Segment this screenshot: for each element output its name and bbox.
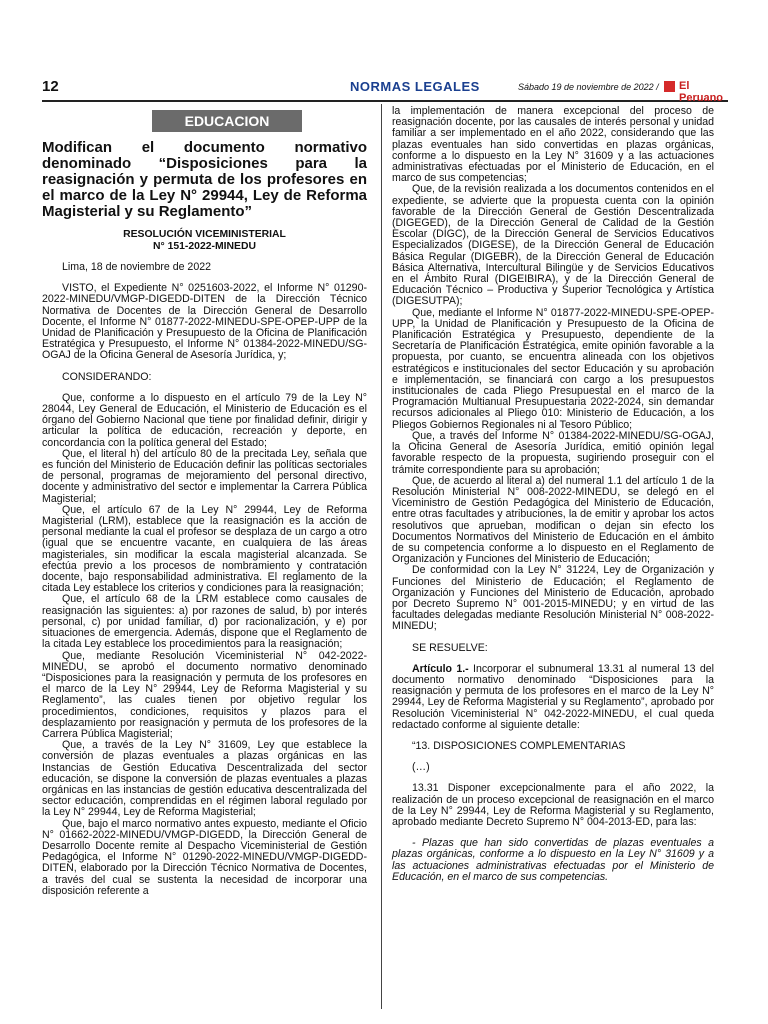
paragraph: Que, el artículo 68 de la LRM establece como causales de reasignación las siguientes: a) por razones de salud, b) por interés personal, c) por unidad familiar, d) por racionalización, y e) por situaciones de emergencia. Además, dispone que el Reglamento de la citada Ley establece los procedimientos para la reasignación; [42, 593, 367, 651]
paragraph: Que, mediante el Informe N° 01877-2022-MINEDU-SPE-OPEP-UPP, la Unidad de Planificación y Presupuesto de la Oficina de Planificación Estratégica y Presupuesto, dependiente de la Secretaría de Planificación Estratégica, emite opinión favorable a la propuesta, por cuanto, se encuentra alineada con los objetivos estratégicos e institucionales del sector Educación y su aprobación e implementación, se financiará con cargo a los presupuestos institucionales de cada Pliego Presupuestal en el marco de la Programación Multianual Presupuestaria 2022-2024, sin demandar recursos adicionales al Pliego 010: Ministerio de Educación, a los Pliegos Gobiernos Regionales ni al Tesoro Público; [392, 306, 714, 431]
paragraph: Que, mediante Resolución Viceministerial N° 042-2022-MINEDU, se aprobó el documento normativo denominado “Disposiciones para la reasignación y permuta de los profesores en el marco de la Ley N° 29944, Ley de Reforma Magisterial y su Reglamento”, las cuales tienen por objetivo regular los procedimientos, condiciones, requisitos y plazos para el desplazamiento por reasignación y permuta de los profesores de la Carrera Pública Magisterial; [42, 649, 367, 740]
paragraph: Que, de acuerdo al literal a) del numeral 1.1 del artículo 1 de la Resolución Ministerial N° 008-2022-MINEDU, se delegó en el Viceministro de Gestión Pedagógica del Ministerio de Educación, entre otras facultades y atribuciones, la de emitir y aprobar los actos resolutivos que aprueban, modifican o dejan sin efecto los Documentos Normativos del Ministerio de Educación en el ámbito de su competencia conforme a lo dispuesto en el Reglamento de Organización y Funciones del Ministerio de Educación; [392, 474, 714, 566]
paragraph: Que, el literal h) del artículo 80 de la precitada Ley, señala que es función del Ministerio de Educación definir las políticas sectoriales de personal, programas de mejoramiento del personal directivo, docente y administrativo del sector e implementar la Carrera Pública Magisterial; [42, 447, 367, 505]
paragraph: Que, bajo el marco normativo antes expuesto, mediante el Oficio N° 01662-2022-MINEDU/VMGP-DIGEDD, la Dirección General de Desarrollo Docente remite al Despacho Viceministerial de Gestión Pedagógica, el Informe N° 01290-2022-MINEDU/VMGP-DIGEDD-DITEN, elaborado por la Dirección Técnico Normativa de Docentes, a través del cual se sustenta la necesidad de incorporar una disposición referente a [42, 817, 367, 897]
paragraph: Que, el artículo 67 de la Ley N° 29944, Ley de Reforma Magisterial (LRM), establece que la reasignación es la acción de personal mediante la cual el profesor se desplaza de un cargo a otro (igual que se encuentre vacante, en cualquiera de las áreas magisteriales, sin modificar la escala magisterial alcanzada. Se efectúa previo a los procesos de nombramiento y contratación docente, bajo responsabilidad administrativa. El reglamento de la citada Ley establece los criterios y condiciones para la reasignación; [42, 503, 367, 595]
place-date: Lima, 18 de noviembre de 2022 [62, 261, 212, 273]
paragraph: De conformidad con la Ley N° 31224, Ley de Organización y Funciones del Ministerio de Educación; el Reglamento de Organización y Funciones del Ministerio de Educación, aprobado por Decreto Supremo N° 001-2015-MINEDU; y en virtud de las facultades delegadas mediante Resolución Ministerial N° 008-2022-MINEDU; [392, 564, 714, 633]
page-header [42, 78, 728, 102]
page-number: 12 [42, 78, 59, 95]
right-column [392, 106, 714, 883]
paragraph: - Plazas que han sido convertidas de plazas eventuales a plazas orgánicas, conforme a lo dispuesto en la Ley N° 31609 y a las actuaciones administrativas efectuadas por el Ministerio de Educación, en el marco de sus competencias. [392, 837, 714, 883]
article-1 [392, 664, 714, 731]
left-column [42, 110, 367, 897]
article-1-text: Incorporar el subnumeral 13.31 al numeral 13 del documento normativo denominado “Disposiciones para la reasignación y permuta de los profesores en el marco de la Ley N° 29944, Ley de Reforma Magisterial y su Reglamento”, aprobado por Resolución Viceministerial N° 042-2022-MINEDU, el cual queda redactado conforme al siguiente detalle: [392, 662, 714, 731]
paragraph: 13.31 Disponer excepcionalmente para el año 2022, la realización de un proceso excepcional de reasignación en el marco de la Ley N° 29944, Ley de Reforma Magisterial y su Reglamento, aprobado mediante Decreto Supremo N° 004-2013-ED, para las: [392, 782, 714, 828]
article-1-label: Artículo 1.- [412, 662, 469, 675]
ellipsis: (…) [412, 761, 430, 774]
section-banner: EDUCACION [152, 110, 302, 132]
paragraph: Que, a través del Informe N° 01384-2022-MINEDU/SG-OGAJ, la Oficina General de Asesoría Jurídica, emitió opinión legal favorable respecto de la propuesta, sugiriendo proseguir con el trámite correspondiente para su aprobación; [392, 429, 714, 476]
considerando-heading: CONSIDERANDO: [62, 370, 152, 383]
quoted-heading: “13. DISPOSICIONES COMPLEMENTARIAS [412, 739, 626, 752]
paragraph: Que, de la revisión realizada a los documentos contenidos en el expediente, se advierte que la propuesta cuenta con la opinión favorable de la Dirección General de Gestión Descentralizada (DIGEGED), de la Dirección General de Calidad de la Gestión Escolar (DIGC), de la Dirección General de Servicios Educativos Especializados (DIGESE), de la Dirección General de Educación Básica Regular (DIGEBR), de la Dirección General de Educación Básica Alternativa, Intercultural Bilingüe y de Servicios Educativos en el Ámbito Rural (DIGEIBIRA), y de la Dirección General de Educación Técnico – Productiva y Superior Tecnológica y Artística (DIGESUTPA); [392, 183, 714, 308]
column-divider [381, 104, 382, 1009]
paragraph: la implementación de manera excepcional del proceso de reasignación docente, por las causales de interés personal y unidad familiar a ser implementado en el año 2022, considerando que las plazas eventuales han sido convertidas en plazas orgánicas, conforme a lo dispuesto en la Ley N° 31609 y a las actuaciones administrativas efectuadas por el Ministerio de Educación, en el marco de sus competencias; [392, 105, 714, 185]
resolution-line-1: RESOLUCIÓN VICEMINISTERIAL [123, 229, 286, 240]
visto-paragraph: VISTO, el Expediente N° 0251603-2022, el Informe N° 01290-2022-MINEDU/VMGP-DIGEDD-DITEN de la Dirección Técnico Normativa de Docentes de la Dirección General de Desarrollo Docente, el Informe N° 01877-2022-MINEDU-SPE-OPEP-UPP de la Unidad de Planificación y Presupuesto de la Oficina de Planificación Estratégica y Presupuesto, el Informe N° 01384-2022-MINEDU/SG-OGAJ de la Oficina General de Asesoría Jurídica, y; [42, 282, 367, 362]
se-resuelve-heading: SE RESUELVE: [412, 641, 488, 654]
section-title: NORMAS LEGALES [350, 79, 480, 94]
publication-name: El Peruano [679, 80, 724, 104]
article-headline: Modifican el documento normativo denominado “Disposiciones para la reasignación y permuta de los profesores en el marco de la Ley N° 29944, Ley de Reforma Magisterial y su Reglamento” [42, 139, 367, 220]
el-peruano-logo-icon [664, 81, 675, 92]
resolution-title [42, 229, 367, 252]
paragraph: Que, conforme a lo dispuesto en el artículo 79 de la Ley N° 28044, Ley General de Educación, el Ministerio de Educación es el órgano del Gobierno Nacional que tiene por finalidad definir, dirigir y articular la política de educación, recreación y deporte, en concordancia con la política general del Estado; [42, 391, 367, 449]
resolution-number: N° 151-2022-MINEDU [153, 240, 256, 252]
publication-date: Sábado 19 de noviembre de 2022 / [518, 82, 659, 92]
paragraph: Que, a través de la Ley N° 31609, Ley que establece la conversión de plazas eventuales a plazas orgánicas en las Instancias de Gestión Educativa Descentralizada del sector educación, se dispone la conversión de plazas eventuales a plazas orgánicas en las instancias de gestión educativa descentralizada del sector educación, comprendidas en el régimen laboral regulado por la Ley N° 29944, Ley de Reforma Magisterial; [42, 739, 367, 819]
